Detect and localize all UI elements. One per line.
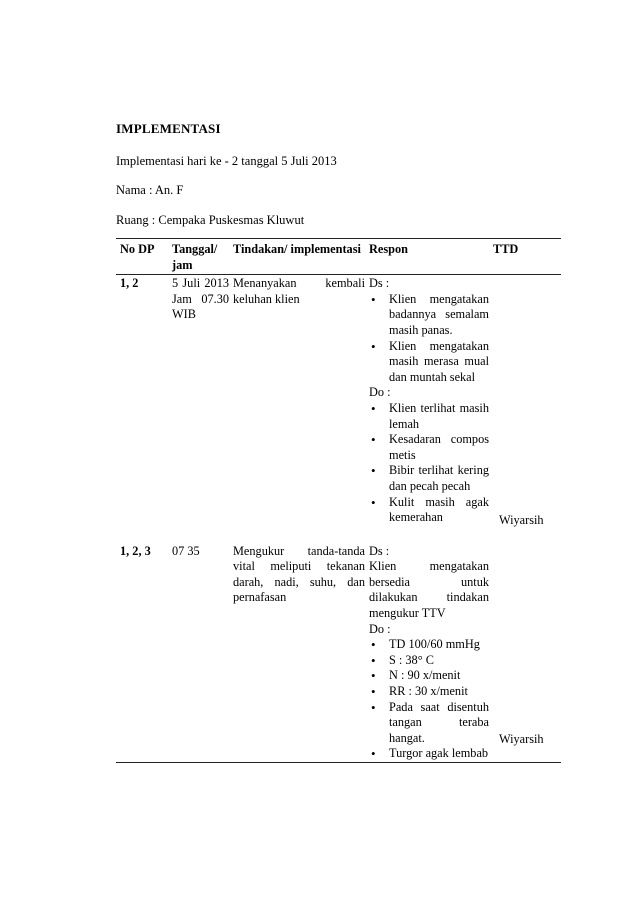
list-item: • S : 38° C bbox=[369, 653, 489, 669]
no-dp-cell: 1, 2, 3 bbox=[120, 543, 151, 558]
list-item: • Klien mengatakan masih merasa mual dan muntah sekal bbox=[369, 339, 489, 386]
do-label: Do : bbox=[369, 385, 391, 400]
ttd-cell bbox=[489, 526, 561, 763]
implementation-table bbox=[116, 238, 561, 763]
ttd-cell bbox=[489, 275, 561, 526]
header-no-dp: No DP bbox=[120, 242, 155, 256]
ward-line: Ruang : Cempaka Puskesmas Kluwut bbox=[116, 213, 305, 227]
ds-label: Ds : bbox=[369, 543, 390, 558]
ds-label: Ds : bbox=[369, 276, 390, 291]
document-title: IMPLEMENTASI bbox=[116, 121, 221, 136]
list-item: • Bibir terlihat kering dan pecah pecah bbox=[369, 463, 489, 494]
ds-text: Klien mengatakan bersedia untuk dilakukan tindakan mengukur TTV bbox=[369, 559, 489, 621]
signature-name: Wiyarsih bbox=[499, 731, 544, 746]
header-tanggal: Tanggal/ jam bbox=[172, 242, 218, 272]
list-item: • Kesadaran compos metis bbox=[369, 432, 489, 463]
list-item: • Klien terlihat masih lemah bbox=[369, 401, 489, 432]
respon-cell bbox=[365, 526, 489, 763]
signature-name: Wiyarsih bbox=[499, 513, 544, 528]
list-item: • RR : 30 x/menit bbox=[369, 684, 489, 700]
implementation-day-line: Implementasi hari ke - 2 tanggal 5 Juli 2013 bbox=[116, 154, 337, 168]
do-label: Do : bbox=[369, 621, 391, 636]
patient-name-line: Nama : An. F bbox=[116, 183, 184, 197]
header-respon: Respon bbox=[369, 242, 408, 256]
do-list bbox=[369, 401, 489, 526]
header-tindakan: Tindakan/ implementasi bbox=[233, 242, 361, 256]
ds-list bbox=[369, 292, 489, 386]
table-row bbox=[116, 526, 561, 763]
list-item: • Klien mengatakan badannya semalam masih panas. bbox=[369, 292, 489, 339]
tindakan-cell: Mengukur tanda-tanda vital meliputi tekanan darah, nadi, suhu, dan pernafasan bbox=[233, 543, 365, 605]
list-item: • TD 100/60 mmHg bbox=[369, 637, 489, 653]
tanggal-cell: 5 Juli 2013 Jam 07.30 WIB bbox=[172, 276, 229, 322]
table-row bbox=[116, 275, 561, 526]
respon-cell bbox=[365, 275, 489, 526]
list-item: • Turgor agak lembab bbox=[369, 746, 489, 762]
no-dp-cell: 1, 2 bbox=[120, 276, 139, 291]
list-item: • N : 90 x/menit bbox=[369, 668, 489, 684]
list-item: • Kulit masih agak kemerahan bbox=[369, 495, 489, 526]
table-header-row bbox=[116, 239, 561, 275]
header-ttd: TTD bbox=[493, 242, 519, 256]
tindakan-cell: Menanyakan kembali keluhan klien bbox=[233, 276, 365, 306]
tanggal-cell: 07 35 bbox=[172, 543, 200, 558]
list-item: • Pada saat disentuh tangan teraba hangat. bbox=[369, 700, 489, 747]
do-list bbox=[369, 637, 489, 762]
